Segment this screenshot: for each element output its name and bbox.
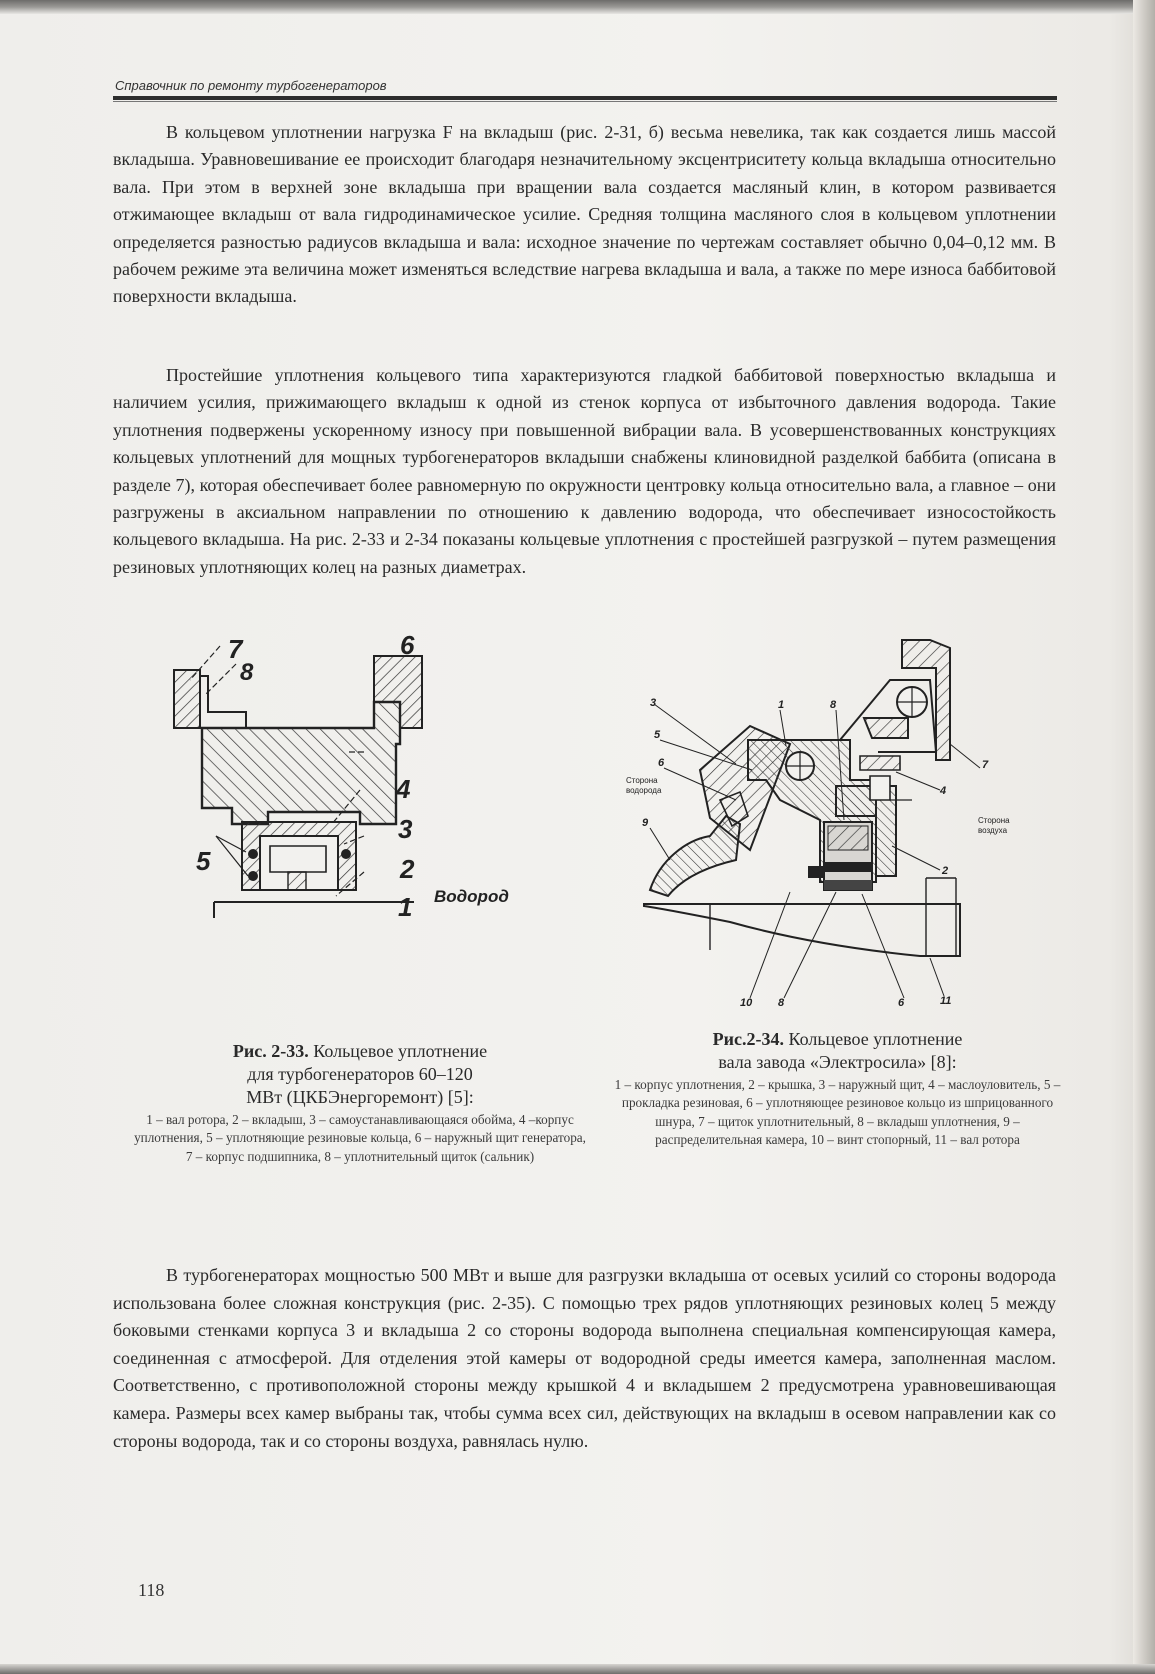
r-label-7: 7 — [982, 759, 989, 771]
caption-line-3: МВт (ЦКБЭнергоремонт) [5]: — [246, 1087, 474, 1107]
r-label-11: 11 — [940, 995, 952, 1007]
distribution-chamber-9 — [650, 816, 740, 896]
caption-line-2: вала завода «Электросила» [8]: — [718, 1052, 957, 1072]
running-header: Справочник по ремонту турбогенераторов — [115, 78, 387, 93]
r-label-1: 1 — [778, 699, 785, 711]
seal-body-4 — [202, 702, 400, 824]
caption-number: Рис. 2-33. — [232, 1041, 309, 1061]
paragraph-3: В турбогенераторах мощностью 500 МВт и выше для разгрузки вкладыша от осевых усилий со стороны водорода использована более сложная конструкция (рис. 2-35). С помощью трех рядов уплотняющих резиновых колец 5 между боковыми стенками корпуса 3 и вкладыша 2 со стороны водорода выполнена специальная компенсирующая камера, соединенная с атмосферой. Для отделения этой камеры от водородной среды имеется камера, заполненная маслом. Соответственно, с противоположной стороны между крышкой 4 и вкладышем 2 предусмотрена уравновешивающая камера. Размеры всех камер выбраны так, чтобы сумма всех сил, действующих на вкладыш в осевом направлении как со стороны водорода, так и со стороны воздуха, равнялась нулю. — [113, 1265, 1056, 1451]
caption-line-1: Кольцевое уплотнение — [313, 1041, 488, 1061]
rubber-ring-5a — [248, 849, 258, 859]
caption-line-2: для турбогенераторов 60–120 — [247, 1064, 473, 1084]
figure-2-34 — [626, 640, 1050, 1015]
r-label-4: 4 — [940, 785, 947, 797]
label-3: 3 — [398, 814, 413, 844]
r-label-6b: 6 — [898, 997, 905, 1009]
r-label-8b: 8 — [778, 997, 785, 1009]
caption-figure-2-33 — [130, 1040, 590, 1166]
header-rule-thin — [113, 101, 1057, 102]
rubber-ring-5c — [341, 849, 351, 859]
r-label-9: 9 — [642, 817, 649, 829]
label-6: 6 — [400, 630, 415, 660]
hydrogen-side-label: Сторона водорода — [626, 776, 662, 795]
rotor-shaft-11 — [644, 904, 960, 956]
r-label-6a: 6 — [658, 757, 665, 769]
paragraph-1: В кольцевом уплотнении нагрузка F на вкладыш (рис. 2-31, б) весьма невелика, так как создается лишь массой вкладыша. Уравновешивание ее происходит благодаря незначительному эксцентриситету кольца вкладыша относительно вала. При этом в верхней зоне вкладыша при вращении вала создается масляный клин, в котором развивается отжимающее вкладыш от вала гидродинамическое усилие. Средняя толщина масляного слоя в кольцевом уплотнении определяется разностью радиусов вкладыша и вала: исходное значение по чертежам составляет обычно 0,04–0,12 мм. В рабочем режиме эта величина может изменяться вследствие нагрева вкладыша и вала, а также по мере износа баббитовой поверхности вкладыша. — [113, 122, 1056, 307]
figure-2-33 — [160, 630, 509, 940]
scan-right-edge — [1133, 0, 1155, 1674]
label-7: 7 — [228, 634, 243, 664]
caption-line-1: Кольцевое уплотнение — [788, 1029, 963, 1049]
label-2: 2 — [400, 854, 415, 884]
caption-number: Рис.2-34. — [712, 1029, 784, 1049]
label-1: 1 — [398, 892, 413, 922]
oil-catcher-4 — [864, 718, 908, 738]
header-rule — [113, 96, 1057, 100]
r-label-10: 10 — [740, 997, 753, 1009]
scan-top-edge — [0, 0, 1155, 14]
caption-figure-2-34 — [605, 1028, 1070, 1150]
r-label-3: 3 — [650, 697, 657, 709]
rubber-ring-5b — [248, 871, 258, 881]
label-4: 4 — [396, 774, 411, 804]
caption-legend: 1 – корпус уплотнения, 2 – крышка, 3 – наружный щит, 4 – маслоуловитель, 5 – прокладка резиновая, 6 – уплотняющее резиновое кольцо из шприцованного шнура, 7 – щиток уплотнительный, 8 – вкладыш уплотнения, 9 – распределительная камера, 10 – винт стопорный, 11 – вал ротора — [614, 1077, 1061, 1148]
label-5: 5 — [196, 846, 211, 876]
scan-bottom-edge — [0, 1664, 1155, 1674]
air-side-label: Сторона воздуха — [978, 816, 1010, 835]
hydrogen-label: Водород — [434, 887, 509, 906]
page-number: 118 — [138, 1580, 165, 1600]
bearing-housing-7 — [174, 670, 200, 728]
caption-legend: 1 – вал ротора, 2 – вкладыш, 3 – самоустанавливающаяся обойма, 4 –корпус уплотнения, 5 – уплотняющие резиновые кольца, 6 – наружный щит генератора, 7 – корпус подшипника, 8 – уплотнительный щиток (сальник) — [134, 1112, 586, 1164]
label-8: 8 — [240, 659, 254, 686]
r-label-2: 2 — [942, 865, 949, 877]
r-label-8a: 8 — [830, 699, 837, 711]
r-label-5: 5 — [654, 729, 661, 741]
paragraph-2: Простейшие уплотнения кольцевого типа характеризуются гладкой баббитовой поверхностью вкладыша и наличием усилия, прижимающего вкладыш к одной из стенок корпуса от избыточного давления водорода. Такие уплотнения подвержены ускоренному износу при повышенной вибрации вала. В усовершенствованных конструкциях кольцевых уплотнений для мощных турбогенераторов вкладыши снабжены клиновидной разделкой баббита (описана в разделе 7), которая обеспечивает более равномерную по окружности центровку кольца относительно вала, а главное – они разгружены в аксиальном направлении по отношению к давлению водорода, что обеспечивает износостойкость кольцевого вкладыша. На рис. 2-33 и 2-34 показаны кольцевые уплотнения с простейшей разгрузкой – путем размещения резиновых уплотняющих колец на разных диаметрах. — [113, 365, 1056, 577]
